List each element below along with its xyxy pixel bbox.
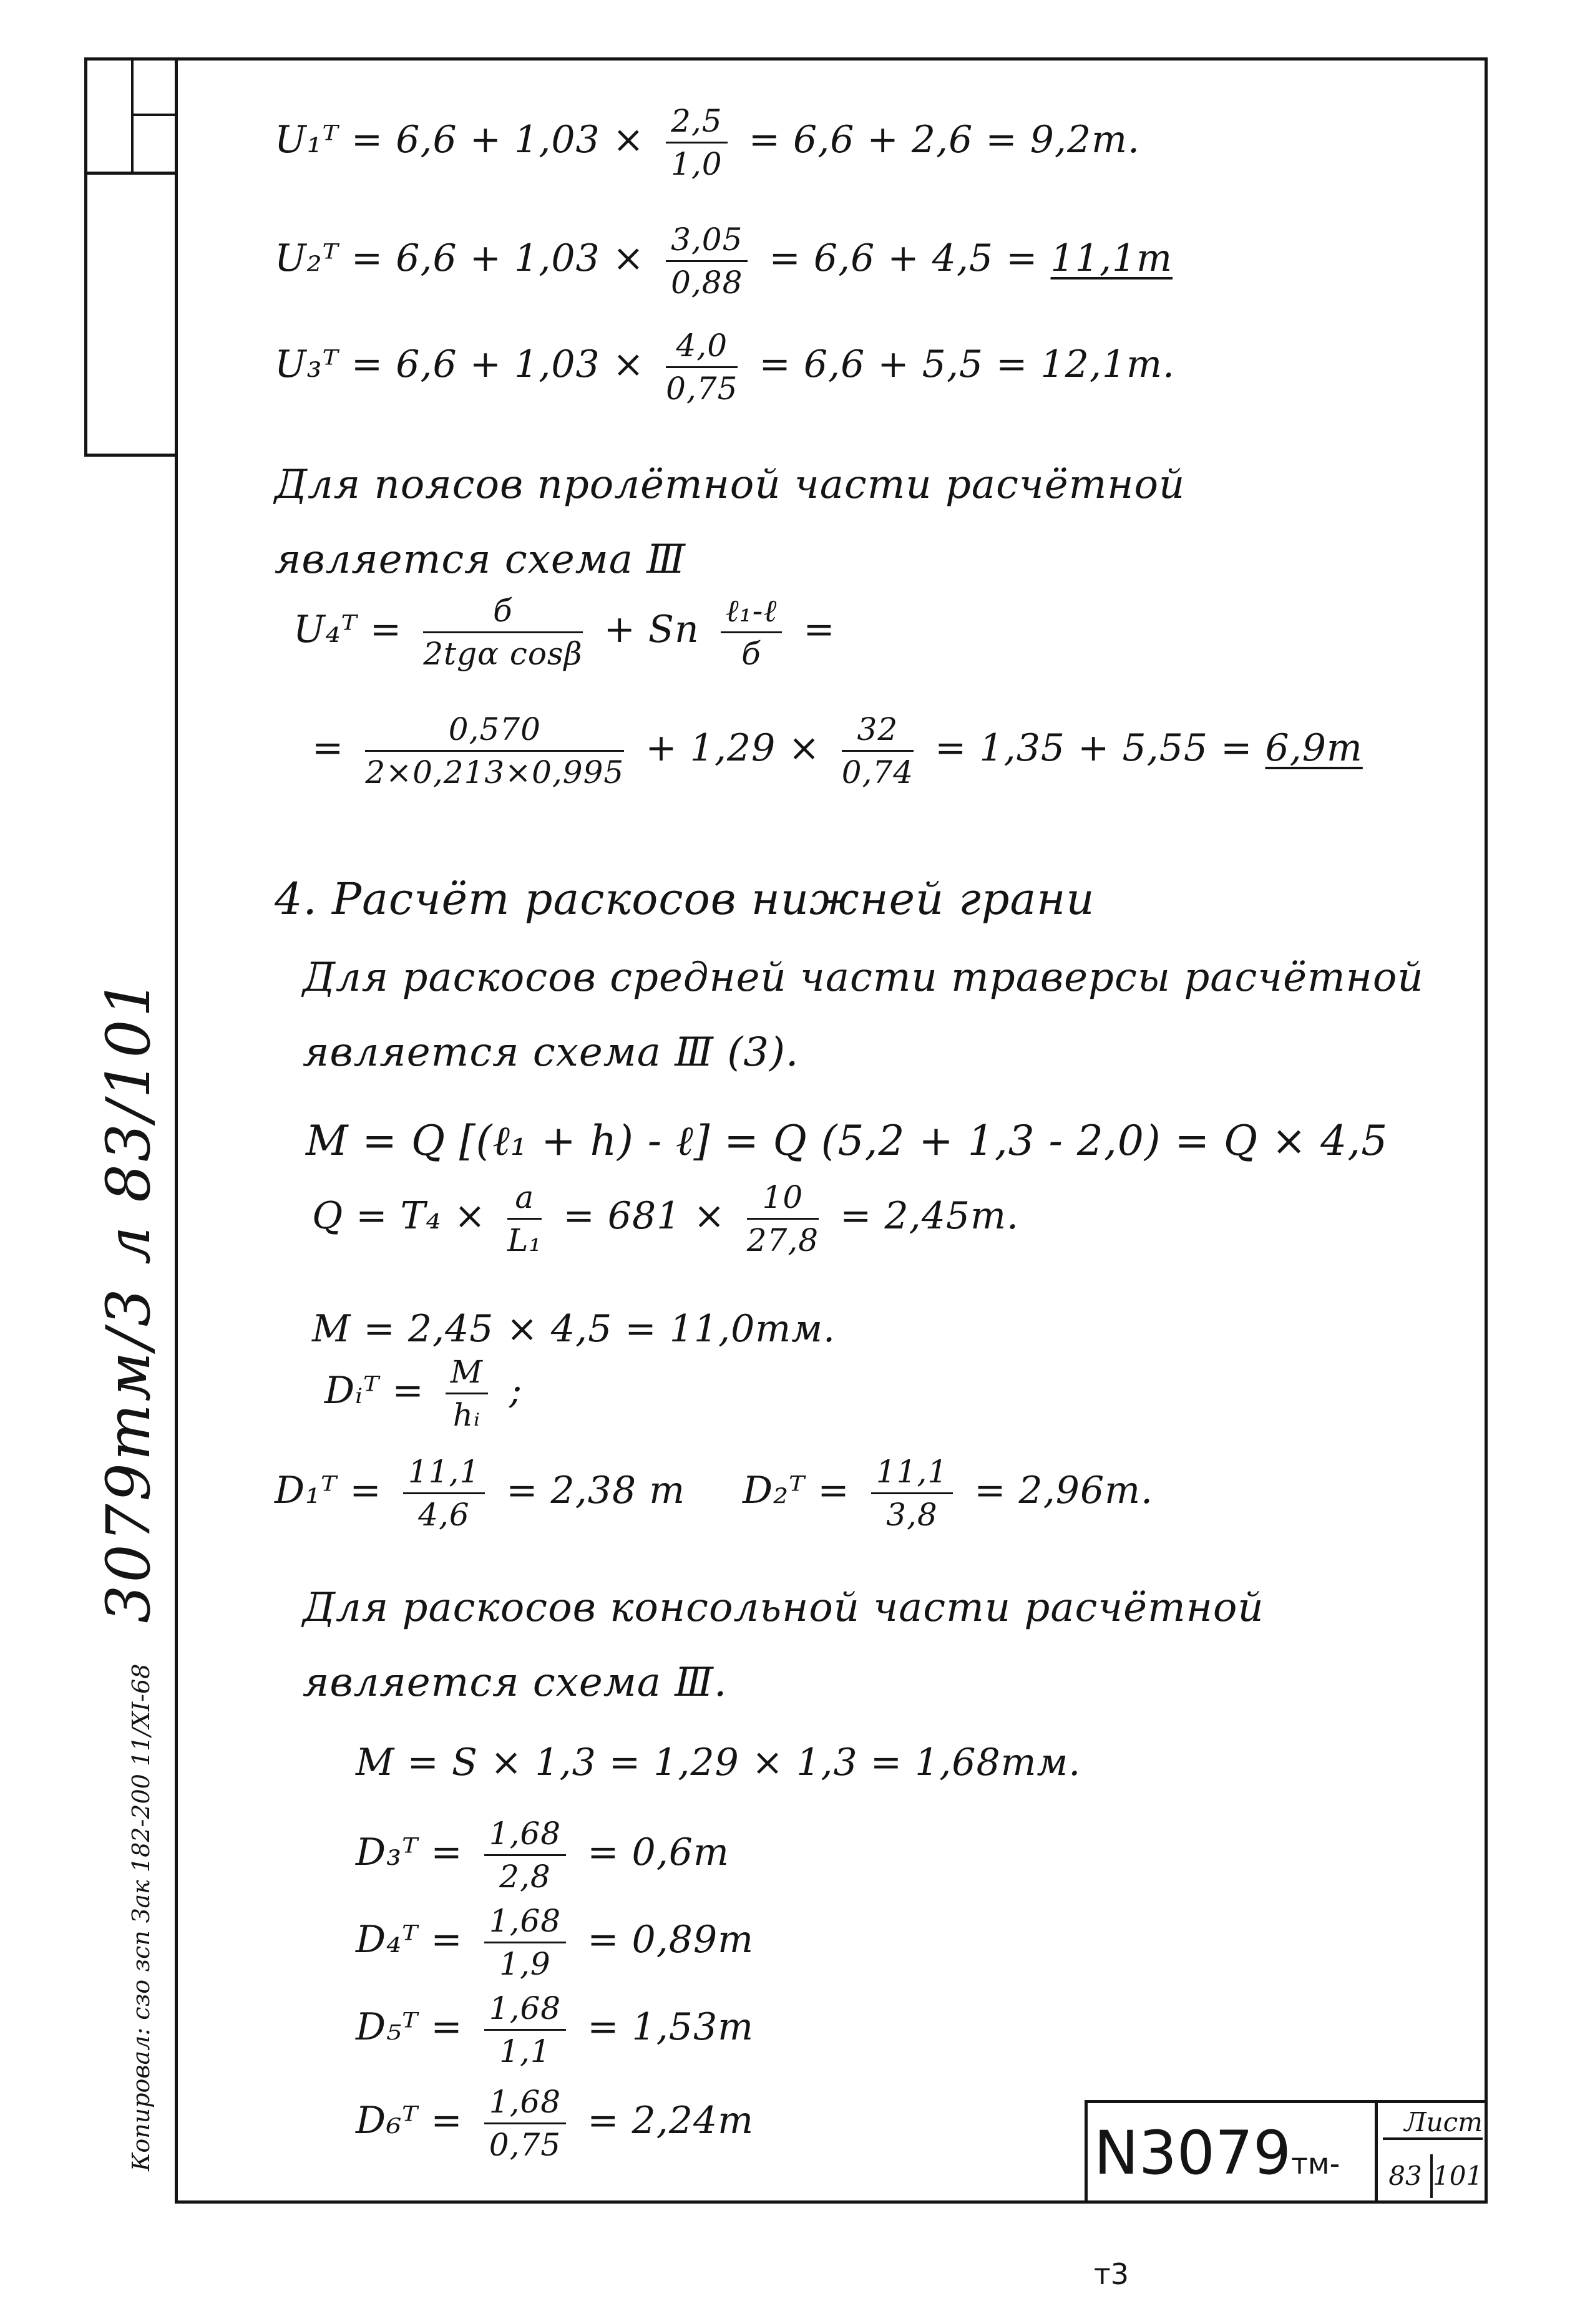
- copy-note: Копировал: сзо зсп Зак 182-200 11/XI-68: [127, 1663, 155, 2171]
- formula-q: Q = T₄ × $\frac{a}{\text{L₁}}$ = 681 × $\frac{10}{27,8}$ = 2,45т.: [312, 1179, 1020, 1258]
- formula-m1: M = Q [(ℓ₁ + h) - ℓ] = Q (5,2 + 1,3 - 2,0) = Q × 4,5: [306, 1117, 1388, 1165]
- formula-u3: U₃ᵀ = 6,6 + 1,03 × $\frac{4,0}{0,75}$ = 6,6 + 5,5 = 12,1т.: [275, 328, 1176, 407]
- sheet-total: 101: [1433, 2161, 1483, 2191]
- binding-margin-box: [84, 57, 178, 457]
- result-underlined: 11,1т: [1050, 236, 1173, 281]
- formula-d4: D₄ᵀ = $\frac{1,68}{1,9}$ = 0,89т: [356, 1903, 754, 1982]
- document-number: N3079тм-т3: [1085, 2100, 1378, 2204]
- formula-d3: D₃ᵀ = $\frac{1,68}{2,8}$ = 0,6т: [356, 1816, 729, 1895]
- sheet-label: Лист: [1383, 2107, 1483, 2140]
- formula-m2: M = 2,45 × 4,5 = 11,0тм.: [312, 1307, 836, 1351]
- formula-m3: M = S × 1,3 = 1,29 × 1,3 = 1,68тм.: [356, 1741, 1081, 1784]
- text-line: Для поясов пролётной части расчётной: [275, 462, 1186, 508]
- sheet-current: 83: [1380, 2154, 1433, 2198]
- result-underlined: 6,9т: [1265, 726, 1363, 771]
- margin-divider: [131, 114, 178, 116]
- formula-d6: D₆ᵀ = $\frac{1,68}{0,75}$ = 2,24т: [356, 2084, 754, 2163]
- text-line: является схема Ⅲ: [275, 537, 686, 583]
- text-line: Для раскосов консольной части расчётной: [303, 1585, 1264, 1631]
- formula-u1: U₁ᵀ = 6,6 + 1,03 × $\frac{2,5}{1,0}$ = 6,6 + 2,6 = 9,2т.: [275, 103, 1141, 182]
- formula-d5: D₅ᵀ = $\frac{1,68}{1,1}$ = 1,53т: [356, 1990, 754, 2069]
- formula-d1: D₁ᵀ = $\frac{11,1}{4,6}$ = 2,38 т: [275, 1454, 686, 1533]
- section-heading: 4. Расчёт раскосов нижней грани: [275, 873, 1095, 925]
- side-annotation: [94, 976, 163, 2171]
- title-block: [1085, 2094, 1488, 2291]
- margin-divider: [131, 61, 134, 173]
- text-line: является схема Ⅲ.: [303, 1660, 728, 1706]
- margin-divider: [87, 172, 178, 175]
- text-line: является схема Ⅲ (3).: [303, 1029, 799, 1076]
- formula-u4: U₄ᵀ = $\frac{б}{\text{2tgα cosβ}}$ + Sп $\frac{\text{ℓ₁-ℓ}}{б}$ =: [293, 593, 836, 672]
- formula-di: Dᵢᵀ = $\frac{M}{\text{hᵢ}}$ ;: [324, 1354, 523, 1433]
- formula-d2: D₂ᵀ = $\frac{11,1}{3,8}$ = 2,96т.: [743, 1454, 1154, 1533]
- sheet-box: [1375, 2100, 1488, 2204]
- formula-u4-values: = $\frac{0,570}{2\times 0,213\times 0,995}$ + 1,29 × $\frac{32}{0,74}$ = 1,35 + 5,55 = 6,9т: [312, 711, 1363, 790]
- text-line: Для раскосов средней части траверсы расчётной: [303, 955, 1424, 1001]
- formula-u2: U₂ᵀ = 6,6 + 1,03 × $\frac{3,05}{0,88}$ = 6,6 + 4,5 = 11,1т: [275, 221, 1173, 301]
- document-code: 3079тм/3 л 83/101: [94, 976, 163, 1623]
